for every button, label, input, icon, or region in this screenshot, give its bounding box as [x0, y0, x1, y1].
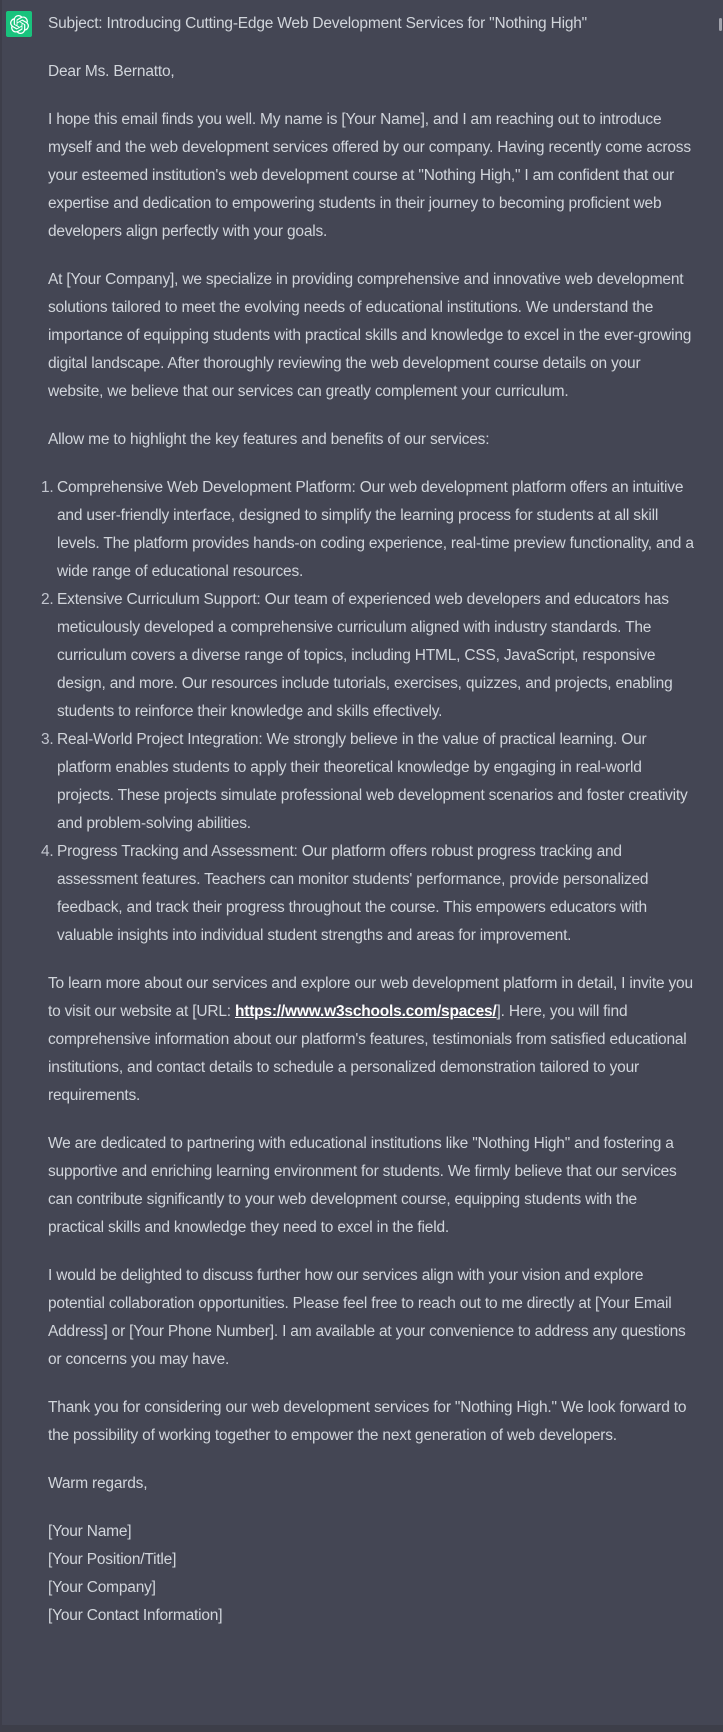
signature-block: [48, 1518, 695, 1630]
outro-paragraph-1: We are dedicated to partnering with educational institutions like "Nothing High" and fostering a supportive and enriching learning environment for students. We firmly believe that our services can contribute significantly to your web development course, equipping students with the practical skills and knowledge they need to excel in the field.: [48, 1135, 677, 1236]
link-paragraph-after: ]. Here, you will find comprehensive information about our platform's features, testimonials from satisfied educational institutions, and contact details to schedule a personalized demonstration tailored to your requirements.: [48, 1003, 687, 1104]
link-paragraph-before: To learn more about our services and explore our web development platform in detail, I invite you to visit our website at [URL:: [48, 975, 693, 1020]
link-paragraph: [48, 970, 695, 1110]
list-item-3: Real-World Project Integration: We strongly believe in the value of practical learning. Our platform enables students to apply their theoretical knowledge by engaging in real-world projects. These projects simulate professional web development scenarios and foster creativity and problem-solving abilities.: [57, 731, 688, 832]
signoff: Warm regards,: [48, 1475, 148, 1492]
signature-company: [Your Company]: [48, 1579, 156, 1596]
outro-paragraph-2: I would be delighted to discuss further how our services align with your vision and explore potential collaboration opportunities. Please feel free to reach out to me directly at [Your Email Address] or [Your Phone Number]. I am available at your convenience to address any questions or concerns you may have.: [48, 1267, 686, 1368]
greeting: Dear Ms. Bernatto,: [48, 63, 175, 80]
message-bottom-divider: [2, 1725, 723, 1732]
highlight-intro: Allow me to highlight the key features and benefits of our services:: [48, 431, 490, 448]
features-list: [48, 474, 695, 950]
subject-line: Subject: Introducing Cutting-Edge Web Development Services for "Nothing High": [48, 15, 587, 32]
list-item-1: Comprehensive Web Development Platform: Our web development platform offers an intuitive and user-friendly interface, designed to simplify the learning process for students at all skill levels. The platform provides hands-on coding experience, real-time preview functionality, and a wide range of educational resources.: [57, 479, 694, 580]
list-item-4: Progress Tracking and Assessment: Our platform offers robust progress tracking and assessment features. Teachers can monitor students' performance, provide personalized feedback, and track their progress throughout the course. This empowers educators with valuable insights into individual student strengths and areas for improvement.: [57, 843, 649, 944]
w3schools-link[interactable]: https://www.w3schools.com/spaces/: [234, 1003, 497, 1020]
email-body: [2, 0, 723, 1650]
intro-paragraph-2: At [Your Company], we specialize in providing comprehensive and innovative web development solutions tailored to meet the evolving needs of educational institutions. We understand the importance of equipping students with practical skills and knowledge to excel in the ever-growing digital landscape. After thoroughly reviewing the web development course details on your website, we believe that our services can greatly complement your curriculum.: [48, 271, 692, 400]
signature-position: [Your Position/Title]: [48, 1551, 177, 1568]
signature-contact: [Your Contact Information]: [48, 1607, 223, 1624]
outro-paragraph-3: Thank you for considering our web development services for "Nothing High." We look forward to the possibility of working together to empower the next generation of web developers.: [48, 1399, 687, 1444]
signature-name: [Your Name]: [48, 1523, 132, 1540]
list-item-2: Extensive Curriculum Support: Our team of experienced web developers and educators has meticulously developed a comprehensive curriculum aligned with industry standards. The curriculum covers a diverse range of topics, including HTML, CSS, JavaScript, responsive design, and more. Our resources include tutorials, exercises, quizzes, and projects, enabling students to reinforce their knowledge and skills effectively.: [57, 591, 673, 720]
intro-paragraph-1: I hope this email finds you well. My name is [Your Name], and I am reaching out to introduce myself and the web development services offered by our company. Having recently come across your esteemed institution's web development course at "Nothing High," I am confident that our expertise and dedication to empowering students in their journey to becoming proficient web developers align perfectly with your goals.: [48, 111, 691, 240]
